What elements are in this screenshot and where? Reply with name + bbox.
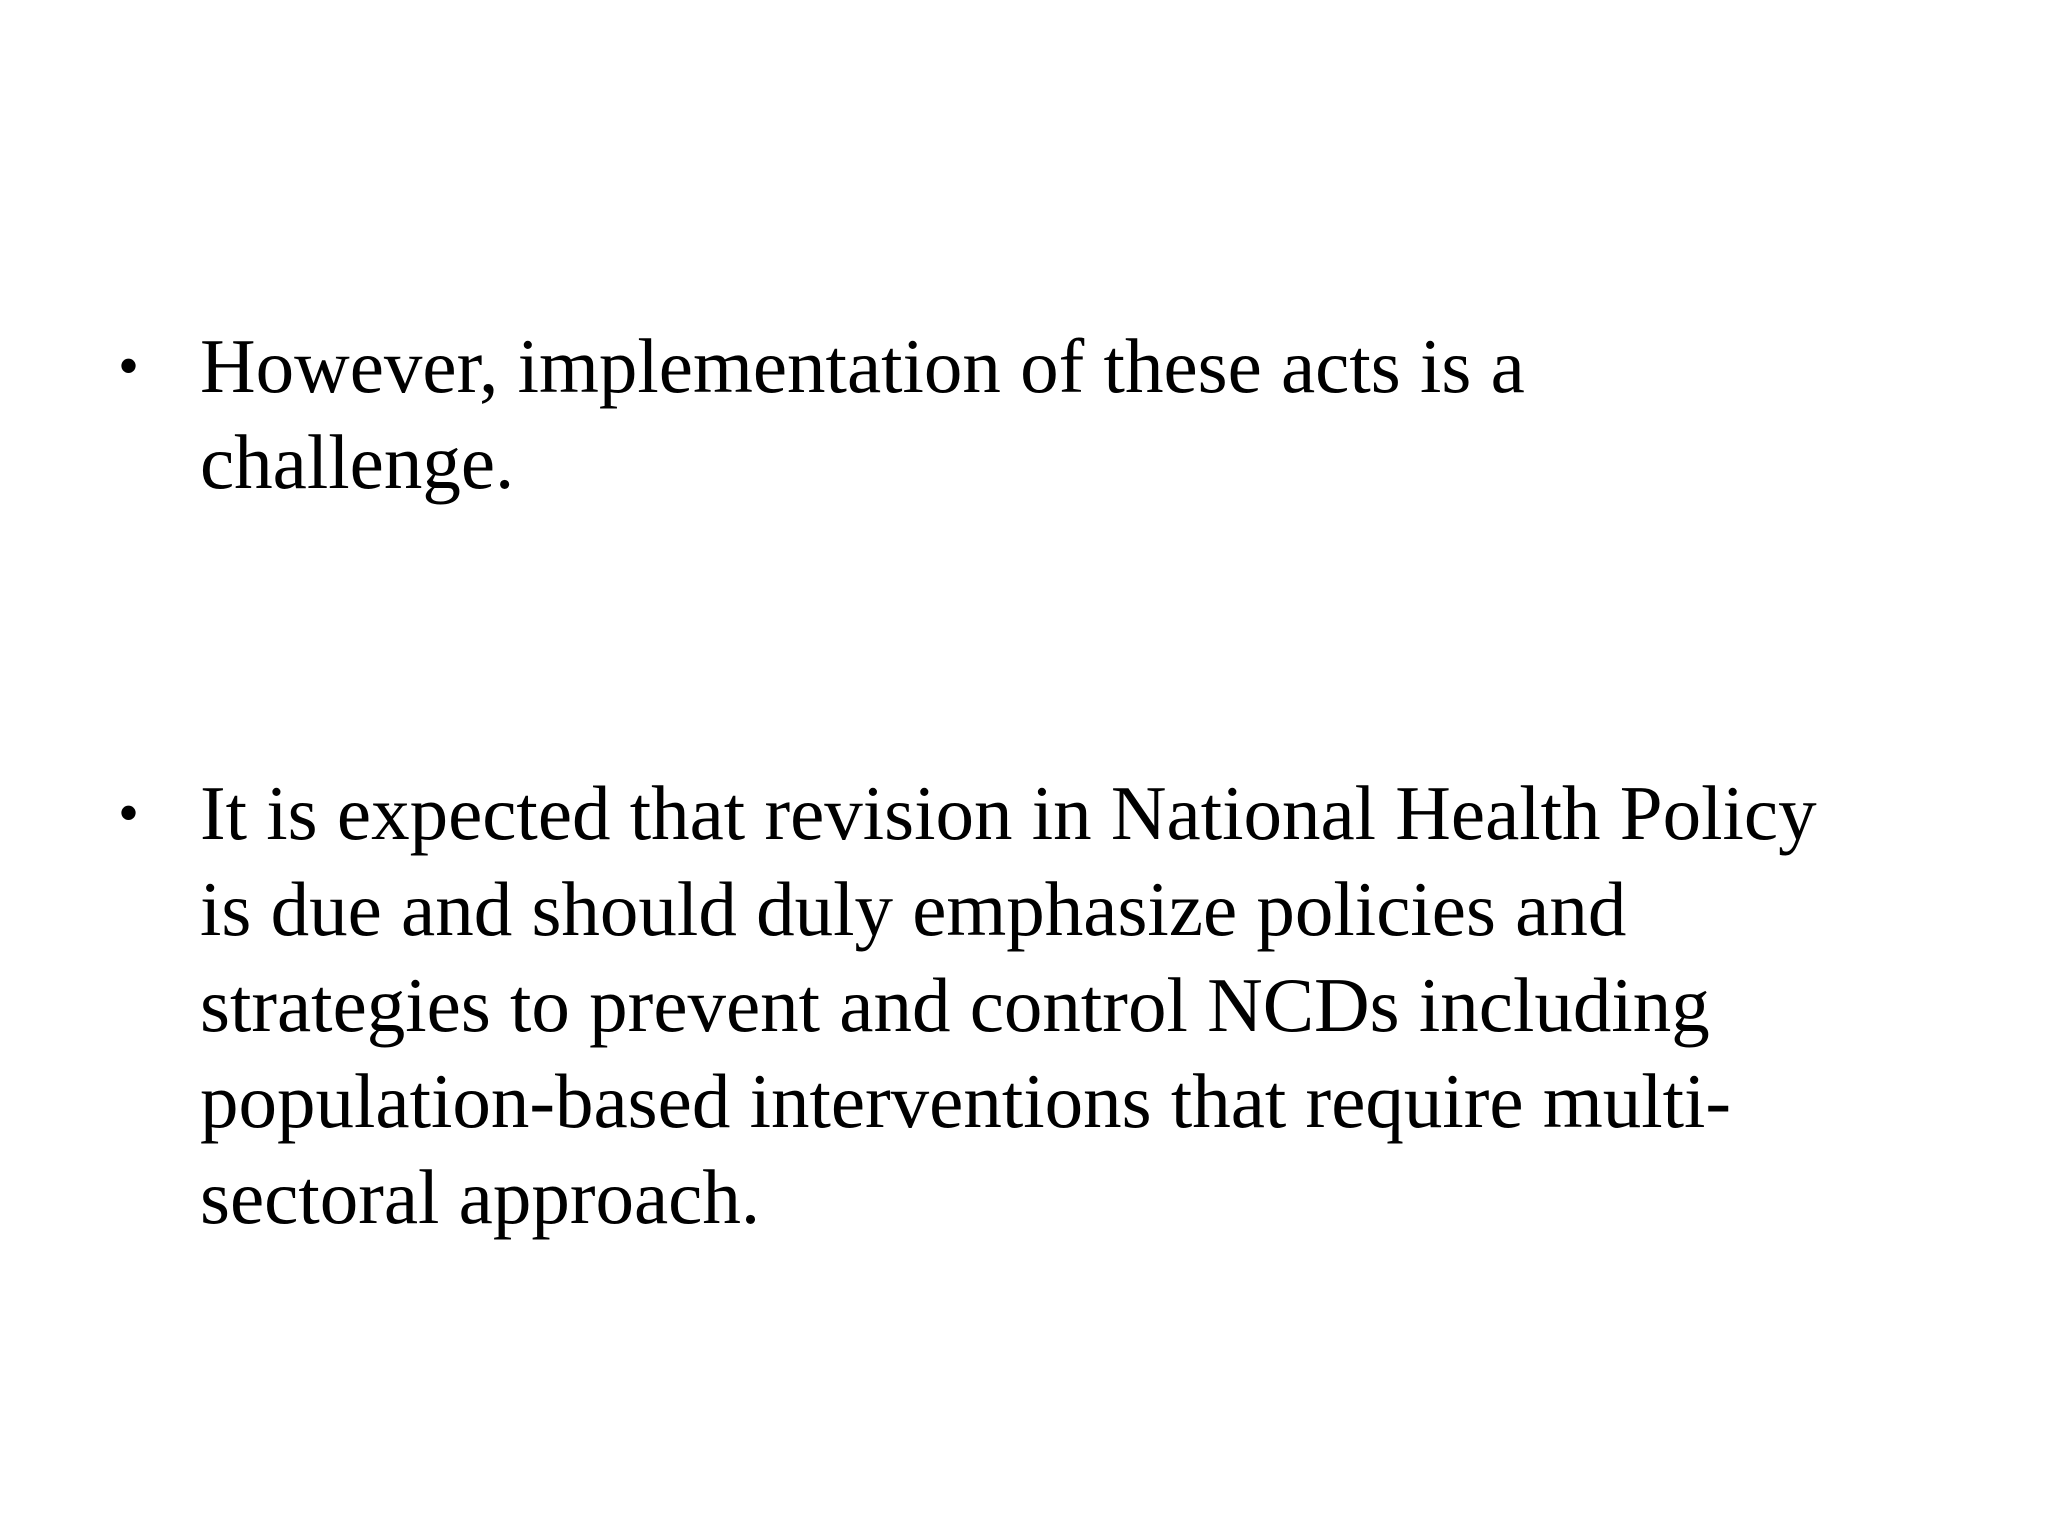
bullet-2-line-4: population-based interventions that require multi- (200, 1058, 1732, 1144)
bullet-1-line-2: challenge. (200, 419, 515, 505)
bullet-2-line-1: It is expected that revision in National Health Policy (200, 770, 1817, 856)
bullet-item-1 (118, 318, 1920, 510)
bullet-item-2 (118, 765, 1920, 1245)
bullet-1-line-1: However, implementation of these acts is a (200, 323, 1525, 409)
bullet-2-line-5: sectoral approach. (200, 1154, 761, 1240)
bullet-icon: • (118, 333, 140, 399)
bullet-2-line-3: strategies to prevent and control NCDs including (200, 962, 1710, 1048)
bullet-icon: • (118, 780, 140, 846)
bullet-2-line-2: is due and should duly emphasize policies and (200, 866, 1627, 952)
